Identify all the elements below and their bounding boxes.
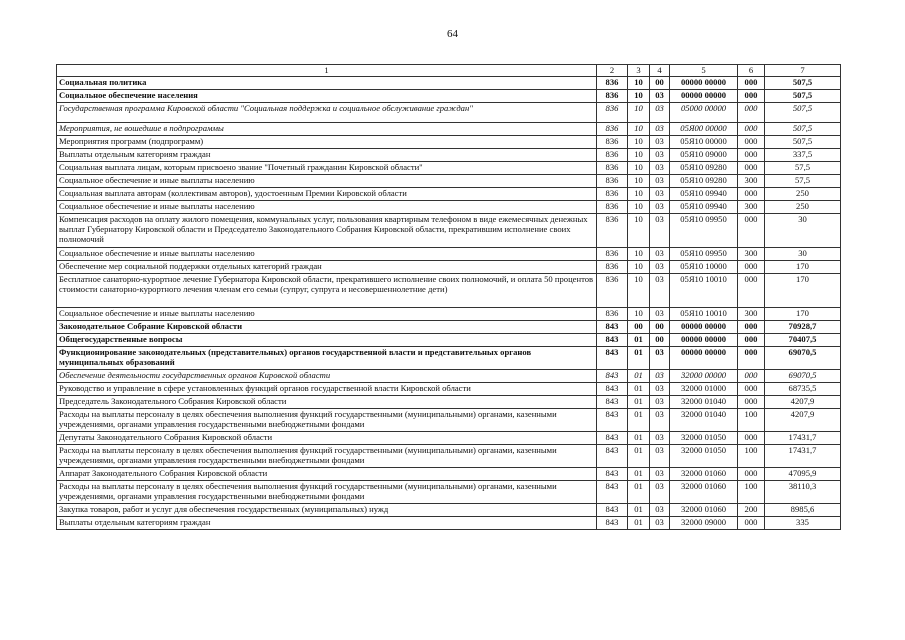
- subsection-code-cell: 03: [650, 162, 670, 175]
- expense-type-cell: 000: [738, 103, 765, 123]
- amount-cell: 57,5: [765, 175, 841, 188]
- subsection-code-cell: 03: [650, 504, 670, 517]
- ministry-code-cell: 836: [597, 90, 628, 103]
- ministry-code-cell: 836: [597, 308, 628, 321]
- amount-cell: 47095,9: [765, 468, 841, 481]
- header-cell: 2: [597, 65, 628, 77]
- ministry-code-cell: 836: [597, 274, 628, 308]
- table-row: [57, 149, 841, 162]
- section-code-cell: 10: [628, 188, 650, 201]
- target-article-cell: 05Я10 10010: [670, 308, 738, 321]
- item-name-cell: Компенсация расходов на оплату жилого помещения, коммунальных услуг, пользования квартирным телефоном в виде ежемесячных денежных выплат Губернатору Кировской области и Председателю Законодательного Собрания Кировской области, прекратившим исполнение своих полномочий: [57, 214, 597, 248]
- item-name-cell: Общегосударственные вопросы: [57, 334, 597, 347]
- amount-cell: 335: [765, 517, 841, 530]
- target-article-cell: 32000 01060: [670, 504, 738, 517]
- subsection-code-cell: 03: [650, 432, 670, 445]
- item-name-cell: Обеспечение деятельности государственных органов Кировской области: [57, 370, 597, 383]
- subsection-code-cell: 03: [650, 214, 670, 248]
- header-cell: 5: [670, 65, 738, 77]
- section-code-cell: 00: [628, 321, 650, 334]
- section-code-cell: 10: [628, 214, 650, 248]
- section-code-cell: 10: [628, 103, 650, 123]
- table-row: [57, 123, 841, 136]
- subsection-code-cell: 03: [650, 149, 670, 162]
- target-article-cell: 05Я10 09940: [670, 201, 738, 214]
- ministry-code-cell: 843: [597, 504, 628, 517]
- table-row: [57, 175, 841, 188]
- table-row: [57, 468, 841, 481]
- table-row: [57, 321, 841, 334]
- amount-cell: 337,5: [765, 149, 841, 162]
- expense-type-cell: 000: [738, 334, 765, 347]
- item-name-cell: Социальная политика: [57, 77, 597, 90]
- target-article-cell: 00000 00000: [670, 77, 738, 90]
- amount-cell: 250: [765, 188, 841, 201]
- target-article-cell: 00000 00000: [670, 347, 738, 370]
- ministry-code-cell: 843: [597, 334, 628, 347]
- ministry-code-cell: 843: [597, 347, 628, 370]
- subsection-code-cell: 00: [650, 321, 670, 334]
- expense-type-cell: 000: [738, 274, 765, 308]
- amount-cell: 17431,7: [765, 432, 841, 445]
- table-row: [57, 445, 841, 468]
- amount-cell: 170: [765, 308, 841, 321]
- section-code-cell: 10: [628, 274, 650, 308]
- subsection-code-cell: 03: [650, 175, 670, 188]
- item-name-cell: Выплаты отдельным категориям граждан: [57, 517, 597, 530]
- subsection-code-cell: 03: [650, 261, 670, 274]
- item-name-cell: Социальная выплата лицам, которым присвоено звание "Почетный гражданин Кировской области": [57, 162, 597, 175]
- item-name-cell: Мероприятия программ (подпрограмм): [57, 136, 597, 149]
- expense-type-cell: 300: [738, 308, 765, 321]
- section-code-cell: 10: [628, 201, 650, 214]
- section-code-cell: 10: [628, 308, 650, 321]
- subsection-code-cell: 03: [650, 445, 670, 468]
- ministry-code-cell: 843: [597, 468, 628, 481]
- header-cell: 4: [650, 65, 670, 77]
- ministry-code-cell: 836: [597, 201, 628, 214]
- target-article-cell: 32000 09000: [670, 517, 738, 530]
- expense-type-cell: 000: [738, 123, 765, 136]
- item-name-cell: Социальное обеспечение и иные выплаты населению: [57, 201, 597, 214]
- table-row: [57, 188, 841, 201]
- header-row: [57, 65, 841, 77]
- ministry-code-cell: 836: [597, 136, 628, 149]
- subsection-code-cell: 03: [650, 248, 670, 261]
- target-article-cell: 05Я10 09280: [670, 162, 738, 175]
- expense-type-cell: 000: [738, 370, 765, 383]
- item-name-cell: Социальное обеспечение населения: [57, 90, 597, 103]
- section-code-cell: 10: [628, 248, 650, 261]
- target-article-cell: 32000 01000: [670, 383, 738, 396]
- section-code-cell: 10: [628, 162, 650, 175]
- ministry-code-cell: 836: [597, 188, 628, 201]
- section-code-cell: 01: [628, 517, 650, 530]
- section-code-cell: 01: [628, 396, 650, 409]
- table-row: [57, 136, 841, 149]
- expense-type-cell: 000: [738, 149, 765, 162]
- item-name-cell: Расходы на выплаты персоналу в целях обеспечения выполнения функций государственными (муниципальными) органами, казенными учреждениями, органами управления государственными внебюджетными фондами: [57, 445, 597, 468]
- expense-type-cell: 000: [738, 432, 765, 445]
- section-code-cell: 10: [628, 149, 650, 162]
- target-article-cell: 05Я10 00000: [670, 136, 738, 149]
- ministry-code-cell: 843: [597, 396, 628, 409]
- section-code-cell: 01: [628, 347, 650, 370]
- item-name-cell: Выплаты отдельным категориям граждан: [57, 149, 597, 162]
- section-code-cell: 10: [628, 77, 650, 90]
- table-row: [57, 248, 841, 261]
- amount-cell: 17431,7: [765, 445, 841, 468]
- table-row: [57, 261, 841, 274]
- item-name-cell: Мероприятия, не вошедшие в подпрограммы: [57, 123, 597, 136]
- table-row: [57, 162, 841, 175]
- subsection-code-cell: 03: [650, 468, 670, 481]
- target-article-cell: 32000 00000: [670, 370, 738, 383]
- amount-cell: 507,5: [765, 103, 841, 123]
- target-article-cell: 05Я10 10000: [670, 261, 738, 274]
- section-code-cell: 01: [628, 409, 650, 432]
- target-article-cell: 05Я10 09280: [670, 175, 738, 188]
- ministry-code-cell: 843: [597, 445, 628, 468]
- ministry-code-cell: 836: [597, 162, 628, 175]
- expense-type-cell: 000: [738, 77, 765, 90]
- header-cell: 1: [57, 65, 597, 77]
- expense-type-cell: 300: [738, 201, 765, 214]
- target-article-cell: 05Я10 09950: [670, 214, 738, 248]
- amount-cell: 70407,5: [765, 334, 841, 347]
- subsection-code-cell: 03: [650, 409, 670, 432]
- amount-cell: 57,5: [765, 162, 841, 175]
- target-article-cell: 32000 01050: [670, 445, 738, 468]
- table-row: [57, 334, 841, 347]
- target-article-cell: 05Я10 09950: [670, 248, 738, 261]
- amount-cell: 4207,9: [765, 396, 841, 409]
- ministry-code-cell: 836: [597, 214, 628, 248]
- item-name-cell: Депутаты Законодательного Собрания Кировской области: [57, 432, 597, 445]
- amount-cell: 30: [765, 214, 841, 248]
- amount-cell: 250: [765, 201, 841, 214]
- item-name-cell: Руководство и управление в сфере установленных функций органов государственной власти Кировской области: [57, 383, 597, 396]
- table-row: [57, 409, 841, 432]
- section-code-cell: 01: [628, 432, 650, 445]
- expense-type-cell: 000: [738, 347, 765, 370]
- target-article-cell: 00000 00000: [670, 321, 738, 334]
- expense-type-cell: 000: [738, 468, 765, 481]
- amount-cell: 30: [765, 248, 841, 261]
- amount-cell: 4207,9: [765, 409, 841, 432]
- expense-type-cell: 000: [738, 136, 765, 149]
- amount-cell: 8985,6: [765, 504, 841, 517]
- amount-cell: 507,5: [765, 136, 841, 149]
- ministry-code-cell: 836: [597, 261, 628, 274]
- subsection-code-cell: 03: [650, 517, 670, 530]
- subsection-code-cell: 03: [650, 201, 670, 214]
- subsection-code-cell: 03: [650, 347, 670, 370]
- target-article-cell: 32000 01050: [670, 432, 738, 445]
- ministry-code-cell: 836: [597, 103, 628, 123]
- subsection-code-cell: 00: [650, 77, 670, 90]
- ministry-code-cell: 843: [597, 481, 628, 504]
- subsection-code-cell: 03: [650, 274, 670, 308]
- expense-type-cell: 100: [738, 409, 765, 432]
- expense-type-cell: 200: [738, 504, 765, 517]
- section-code-cell: 01: [628, 370, 650, 383]
- table-row: [57, 274, 841, 308]
- subsection-code-cell: 03: [650, 90, 670, 103]
- ministry-code-cell: 836: [597, 77, 628, 90]
- expense-type-cell: 100: [738, 481, 765, 504]
- section-code-cell: 01: [628, 481, 650, 504]
- table-row: [57, 383, 841, 396]
- subsection-code-cell: 03: [650, 370, 670, 383]
- target-article-cell: 05000 00000: [670, 103, 738, 123]
- table-row: [57, 77, 841, 90]
- amount-cell: 38110,3: [765, 481, 841, 504]
- expense-type-cell: 000: [738, 188, 765, 201]
- item-name-cell: Расходы на выплаты персоналу в целях обеспечения выполнения функций государственными (муниципальными) органами, казенными учреждениями, органами управления государственными внебюджетными фондами: [57, 481, 597, 504]
- table-row: [57, 308, 841, 321]
- amount-cell: 170: [765, 274, 841, 308]
- amount-cell: 69070,5: [765, 370, 841, 383]
- target-article-cell: 32000 01040: [670, 409, 738, 432]
- subsection-code-cell: 03: [650, 481, 670, 504]
- amount-cell: 507,5: [765, 123, 841, 136]
- expense-type-cell: 100: [738, 445, 765, 468]
- budget-table: [56, 64, 841, 530]
- target-article-cell: 32000 01040: [670, 396, 738, 409]
- expense-type-cell: 000: [738, 90, 765, 103]
- table-row: [57, 432, 841, 445]
- subsection-code-cell: 03: [650, 308, 670, 321]
- expense-type-cell: 300: [738, 175, 765, 188]
- ministry-code-cell: 836: [597, 175, 628, 188]
- table-row: [57, 481, 841, 504]
- item-name-cell: Социальная выплата авторам (коллективам авторов), удостоенным Премии Кировской области: [57, 188, 597, 201]
- item-name-cell: Социальное обеспечение и иные выплаты населению: [57, 308, 597, 321]
- item-name-cell: Председатель Законодательного Собрания Кировской области: [57, 396, 597, 409]
- ministry-code-cell: 843: [597, 409, 628, 432]
- ministry-code-cell: 843: [597, 383, 628, 396]
- subsection-code-cell: 00: [650, 334, 670, 347]
- target-article-cell: 32000 01060: [670, 481, 738, 504]
- target-article-cell: 05Я10 10010: [670, 274, 738, 308]
- expense-type-cell: 000: [738, 517, 765, 530]
- amount-cell: 170: [765, 261, 841, 274]
- table-row: [57, 396, 841, 409]
- ministry-code-cell: 843: [597, 321, 628, 334]
- ministry-code-cell: 836: [597, 248, 628, 261]
- section-code-cell: 01: [628, 334, 650, 347]
- table-row: [57, 201, 841, 214]
- subsection-code-cell: 03: [650, 383, 670, 396]
- target-article-cell: 05Я10 09000: [670, 149, 738, 162]
- ministry-code-cell: 836: [597, 149, 628, 162]
- ministry-code-cell: 843: [597, 432, 628, 445]
- item-name-cell: Обеспечение мер социальной поддержки отдельных категорий граждан: [57, 261, 597, 274]
- section-code-cell: 10: [628, 136, 650, 149]
- table-row: [57, 103, 841, 123]
- subsection-code-cell: 03: [650, 188, 670, 201]
- section-code-cell: 10: [628, 123, 650, 136]
- item-name-cell: Функционирование законодательных (представительных) органов государственной власти и представительных органов муниципальных образований: [57, 347, 597, 370]
- page-number: 64: [447, 28, 458, 40]
- expense-type-cell: 000: [738, 162, 765, 175]
- amount-cell: 68735,5: [765, 383, 841, 396]
- subsection-code-cell: 03: [650, 396, 670, 409]
- section-code-cell: 10: [628, 175, 650, 188]
- item-name-cell: Расходы на выплаты персоналу в целях обеспечения выполнения функций государственными (муниципальными) органами, казенными учреждениями, органами управления государственными внебюджетными фондами: [57, 409, 597, 432]
- section-code-cell: 01: [628, 383, 650, 396]
- item-name-cell: Социальное обеспечение и иные выплаты населению: [57, 175, 597, 188]
- target-article-cell: 00000 00000: [670, 90, 738, 103]
- expense-type-cell: 000: [738, 321, 765, 334]
- subsection-code-cell: 03: [650, 136, 670, 149]
- table-row: [57, 90, 841, 103]
- amount-cell: 507,5: [765, 77, 841, 90]
- amount-cell: 507,5: [765, 90, 841, 103]
- section-code-cell: 01: [628, 445, 650, 468]
- subsection-code-cell: 03: [650, 123, 670, 136]
- table-row: [57, 370, 841, 383]
- item-name-cell: Государственная программа Кировской области "Социальная поддержка и социальное обслуживание граждан": [57, 103, 597, 123]
- target-article-cell: 05Я00 00000: [670, 123, 738, 136]
- item-name-cell: Социальное обеспечение и иные выплаты населению: [57, 248, 597, 261]
- expense-type-cell: 000: [738, 261, 765, 274]
- section-code-cell: 01: [628, 468, 650, 481]
- header-cell: 3: [628, 65, 650, 77]
- table-row: [57, 504, 841, 517]
- table-row: [57, 214, 841, 248]
- table-row: [57, 517, 841, 530]
- header-cell: 7: [765, 65, 841, 77]
- ministry-code-cell: 843: [597, 517, 628, 530]
- expense-type-cell: 000: [738, 383, 765, 396]
- amount-cell: 70928,7: [765, 321, 841, 334]
- subsection-code-cell: 03: [650, 103, 670, 123]
- item-name-cell: Закупка товаров, работ и услуг для обеспечения государственных (муниципальных) нужд: [57, 504, 597, 517]
- ministry-code-cell: 836: [597, 123, 628, 136]
- expense-type-cell: 300: [738, 248, 765, 261]
- item-name-cell: Законодательное Собрание Кировской области: [57, 321, 597, 334]
- item-name-cell: Бесплатное санаторно-курортное лечение Губернатора Кировской области, прекратившего исполнение своих полномочий, и оплата 50 процентов стоимости санаторно-курортного лечения членам его семьи (супруг, супруга и несовершеннолетние дети): [57, 274, 597, 308]
- expense-type-cell: 000: [738, 396, 765, 409]
- expense-type-cell: 000: [738, 214, 765, 248]
- section-code-cell: 10: [628, 261, 650, 274]
- section-code-cell: 10: [628, 90, 650, 103]
- ministry-code-cell: 843: [597, 370, 628, 383]
- target-article-cell: 00000 00000: [670, 334, 738, 347]
- item-name-cell: Аппарат Законодательного Собрания Кировской области: [57, 468, 597, 481]
- header-cell: 6: [738, 65, 765, 77]
- target-article-cell: 05Я10 09940: [670, 188, 738, 201]
- section-code-cell: 01: [628, 504, 650, 517]
- target-article-cell: 32000 01060: [670, 468, 738, 481]
- table-row: [57, 347, 841, 370]
- amount-cell: 69070,5: [765, 347, 841, 370]
